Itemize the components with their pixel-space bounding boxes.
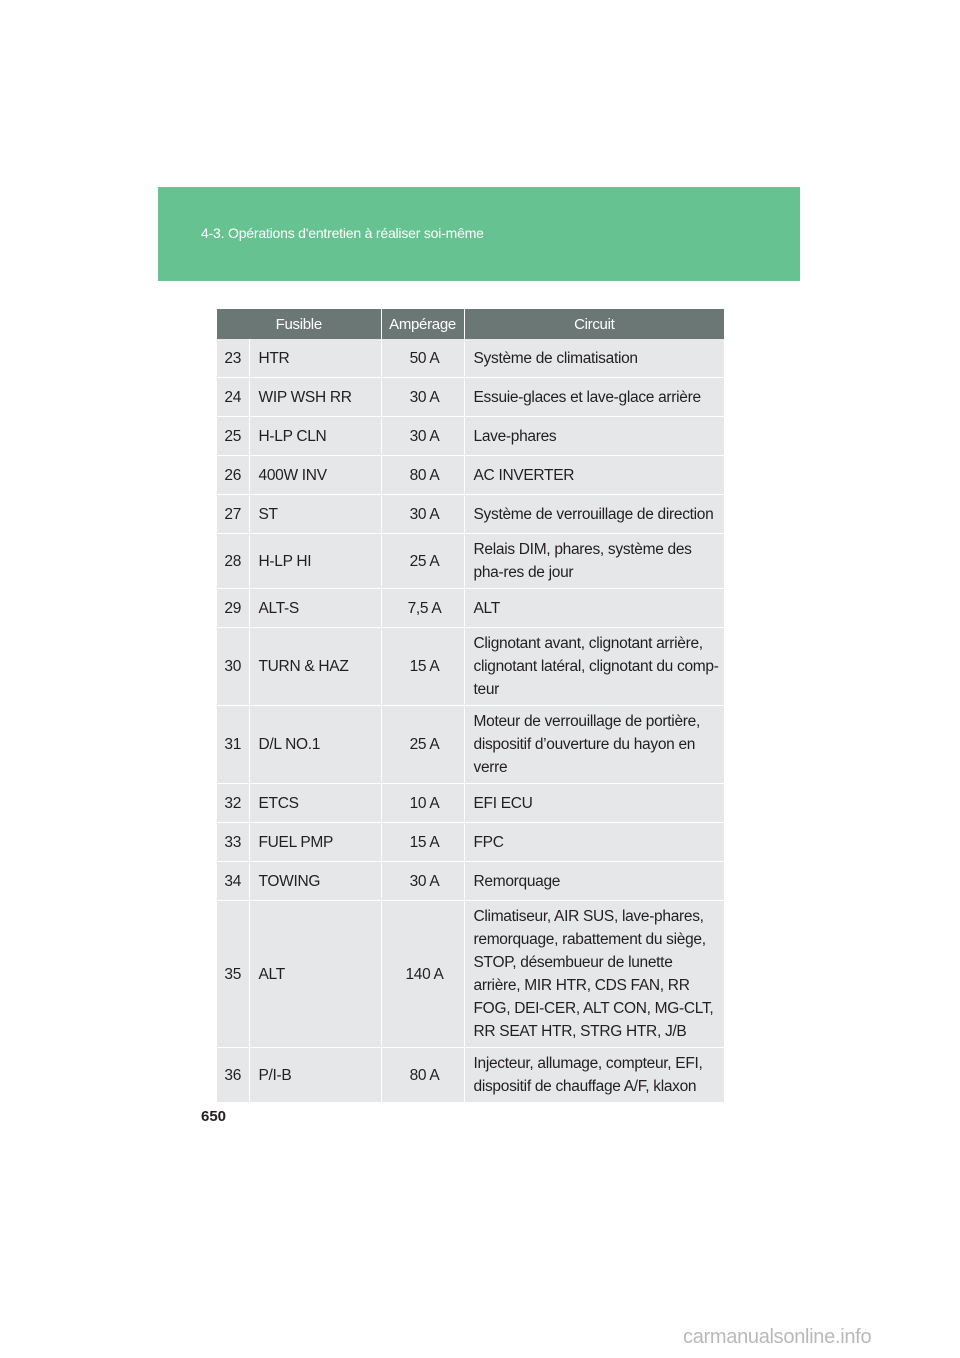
section-header-band bbox=[158, 187, 800, 281]
table-row bbox=[217, 339, 724, 378]
fuse-number: 27 bbox=[217, 495, 249, 534]
fuse-name: TURN & HAZ bbox=[249, 628, 381, 706]
fuse-number: 25 bbox=[217, 417, 249, 456]
fuse-amperage: 30 A bbox=[381, 378, 464, 417]
fuse-circuit: Relais DIM, phares, système des pha-res de jour bbox=[464, 534, 724, 589]
column-header-amperage: Ampérage bbox=[381, 309, 464, 339]
fuse-amperage: 7,5 A bbox=[381, 589, 464, 628]
fuse-number: 34 bbox=[217, 862, 249, 901]
fuse-number: 32 bbox=[217, 784, 249, 823]
fuse-name: ALT-S bbox=[249, 589, 381, 628]
fuse-circuit: ALT bbox=[464, 589, 724, 628]
fuse-name: P/I-B bbox=[249, 1048, 381, 1103]
fuse-amperage: 30 A bbox=[381, 417, 464, 456]
fuse-amperage: 30 A bbox=[381, 862, 464, 901]
fuse-number: 23 bbox=[217, 339, 249, 378]
fuse-number: 26 bbox=[217, 456, 249, 495]
fuse-circuit: Système de verrouillage de direction bbox=[464, 495, 724, 534]
fuse-amperage: 25 A bbox=[381, 534, 464, 589]
fuse-name: 400W INV bbox=[249, 456, 381, 495]
fuse-circuit: Lave-phares bbox=[464, 417, 724, 456]
table-row bbox=[217, 589, 724, 628]
fuse-number: 31 bbox=[217, 706, 249, 784]
table-row bbox=[217, 901, 724, 1048]
fuse-amperage: 50 A bbox=[381, 339, 464, 378]
fuse-number: 24 bbox=[217, 378, 249, 417]
fuse-circuit: Climatiseur, AIR SUS, lave-phares, remorquage, rabattement du siège, STOP, désembueur de lunette arrière, MIR HTR, CDS FAN, RR FOG, DEI-CER, ALT CON, MG-CLT, RR SEAT HTR, STRG HTR, J/B bbox=[464, 901, 724, 1048]
fuse-number: 30 bbox=[217, 628, 249, 706]
table-header-row bbox=[217, 309, 724, 339]
fuse-number: 35 bbox=[217, 901, 249, 1048]
fuse-circuit: FPC bbox=[464, 823, 724, 862]
fuse-number: 29 bbox=[217, 589, 249, 628]
fuse-circuit: Système de climatisation bbox=[464, 339, 724, 378]
fuse-name: ST bbox=[249, 495, 381, 534]
fuse-name: TOWING bbox=[249, 862, 381, 901]
fuse-name: D/L NO.1 bbox=[249, 706, 381, 784]
fuse-amperage: 30 A bbox=[381, 495, 464, 534]
fuse-circuit: Injecteur, allumage, compteur, EFI, dispositif de chauffage A/F, klaxon bbox=[464, 1048, 724, 1103]
table-row bbox=[217, 784, 724, 823]
fuse-number: 36 bbox=[217, 1048, 249, 1103]
fuse-amperage: 15 A bbox=[381, 823, 464, 862]
fuse-circuit: Moteur de verrouillage de portière, dispositif d’ouverture du hayon en verre bbox=[464, 706, 724, 784]
table-row bbox=[217, 534, 724, 589]
table-row bbox=[217, 417, 724, 456]
page-number: 650 bbox=[201, 1108, 227, 1125]
fuse-circuit: Essuie-glaces et lave-glace arrière bbox=[464, 378, 724, 417]
fuse-circuit: AC INVERTER bbox=[464, 456, 724, 495]
column-header-circuit: Circuit bbox=[464, 309, 724, 339]
table-row bbox=[217, 823, 724, 862]
fuse-name: H-LP CLN bbox=[249, 417, 381, 456]
fuse-number: 28 bbox=[217, 534, 249, 589]
fuse-amperage: 15 A bbox=[381, 628, 464, 706]
fuse-name: H-LP HI bbox=[249, 534, 381, 589]
table-row bbox=[217, 628, 724, 706]
table-row bbox=[217, 862, 724, 901]
fuse-circuit: EFI ECU bbox=[464, 784, 724, 823]
fuse-amperage: 10 A bbox=[381, 784, 464, 823]
table-row bbox=[217, 456, 724, 495]
table-row bbox=[217, 378, 724, 417]
fuse-circuit: Clignotant avant, clignotant arrière, clignotant latéral, clignotant du comp-teur bbox=[464, 628, 724, 706]
fuse-table bbox=[217, 309, 724, 1103]
fuse-name: WIP WSH RR bbox=[249, 378, 381, 417]
fuse-number: 33 bbox=[217, 823, 249, 862]
fuse-name: ALT bbox=[249, 901, 381, 1048]
fuse-name: FUEL PMP bbox=[249, 823, 381, 862]
fuse-name: HTR bbox=[249, 339, 381, 378]
fuse-amperage: 80 A bbox=[381, 456, 464, 495]
column-header-fusible: Fusible bbox=[217, 309, 381, 339]
fuse-circuit: Remorquage bbox=[464, 862, 724, 901]
fuse-amperage: 25 A bbox=[381, 706, 464, 784]
fuse-name: ETCS bbox=[249, 784, 381, 823]
watermark: carmanualsonline.info bbox=[683, 1326, 872, 1348]
fuse-amperage: 140 A bbox=[381, 901, 464, 1048]
table-row bbox=[217, 706, 724, 784]
table-row bbox=[217, 1048, 724, 1103]
fuse-amperage: 80 A bbox=[381, 1048, 464, 1103]
table-row bbox=[217, 495, 724, 534]
section-title: 4-3. Opérations d'entretien à réaliser soi-même bbox=[201, 225, 484, 241]
